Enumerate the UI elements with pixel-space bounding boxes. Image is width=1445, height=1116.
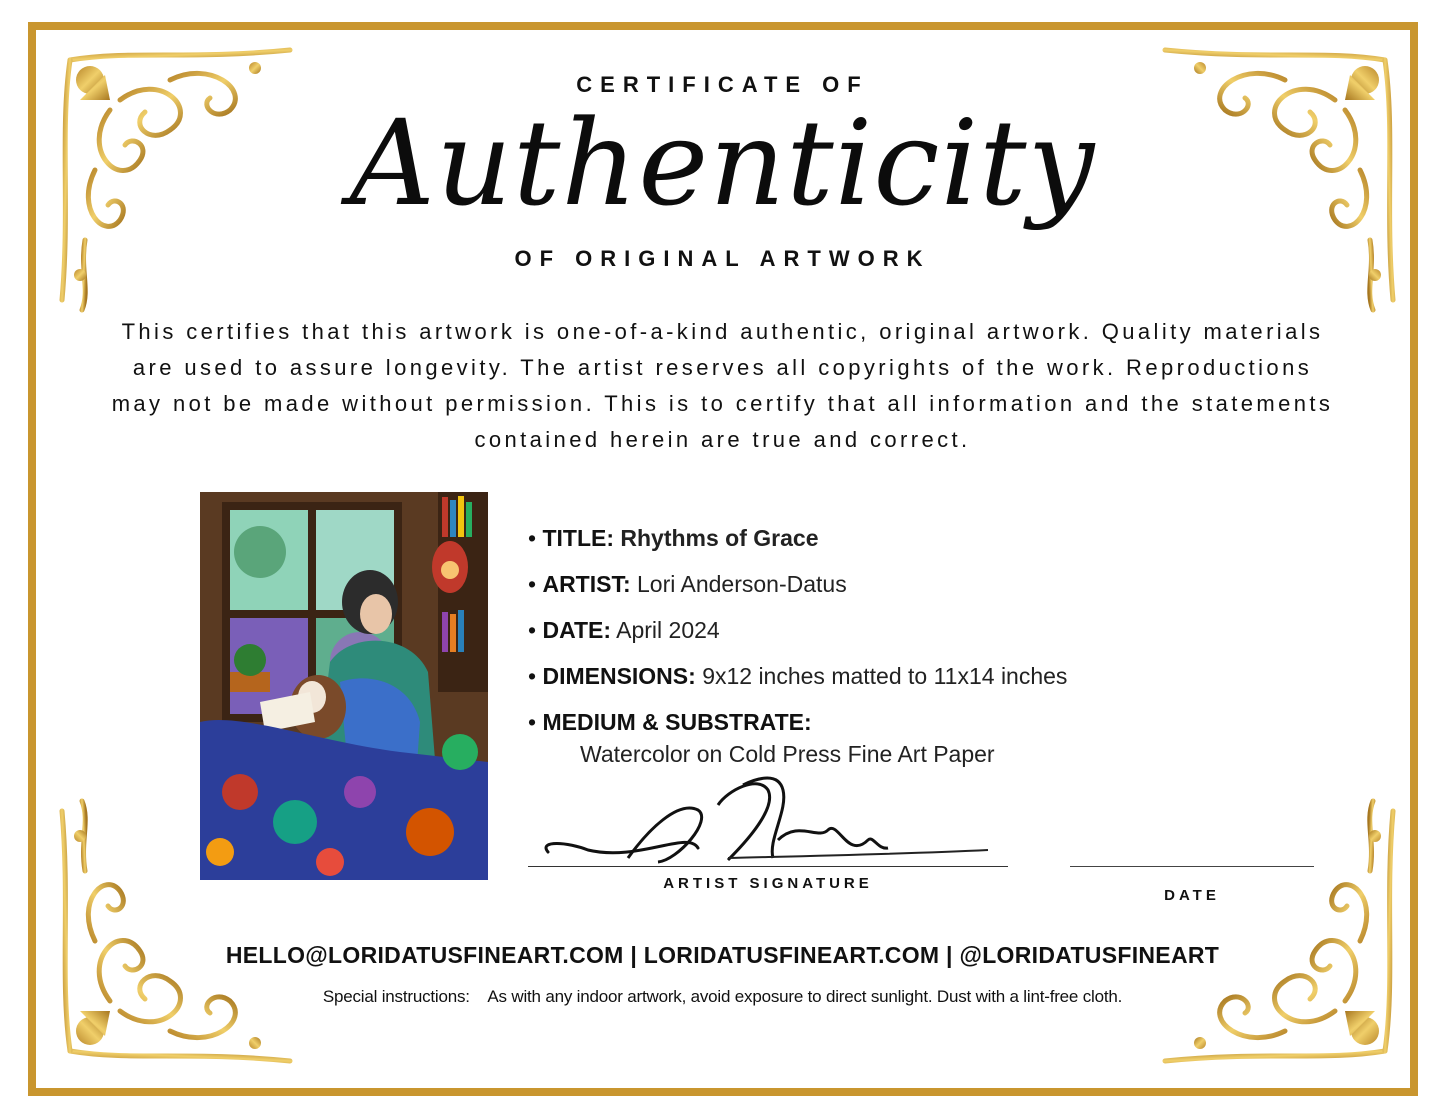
- detail-dimensions: [528, 658, 1228, 704]
- bullet: •: [528, 525, 537, 551]
- heading-authenticity: Authenticity: [349, 94, 1096, 232]
- artist-signature-line: [528, 866, 1008, 867]
- detail-artist-label: ARTIST:: [542, 571, 631, 597]
- special-instructions-label: Special instructions:: [322, 987, 470, 1006]
- contact-info: HELLO@LORIDATUSFINEART.COM | LORIDATUSFINEART.COM | @LORIDATUSFINEART: [225, 942, 1220, 968]
- bullet: •: [528, 709, 537, 735]
- detail-artist: [528, 566, 1228, 612]
- bullet: •: [528, 663, 537, 689]
- detail-artist-value: Lori Anderson-Datus: [637, 571, 847, 597]
- signature-scribble-icon: [528, 770, 1008, 870]
- detail-title: [528, 520, 1228, 566]
- corner-ornament-bottom-right: [1155, 791, 1405, 1071]
- detail-title-value: Rhythms of Grace: [620, 525, 819, 551]
- flourish-ornament-icon: [1155, 791, 1405, 1071]
- certification-statement: This certifies that this artwork is one-of-a-kind authentic, original artwork. Quality materials are used to assure longevity. The artist reserves all copyrights of the work. Reproductions may not be made without permission. This is to certify that all information and the statements contained herein are true and correct.: [111, 319, 1334, 452]
- artist-signature-label: ARTIST SIGNATURE: [663, 875, 873, 892]
- detail-date-value: April 2024: [616, 617, 720, 643]
- detail-medium-label: MEDIUM & SUBSTRATE:: [542, 709, 812, 735]
- date-signature-label: DATE: [1164, 887, 1220, 904]
- bullet: •: [528, 617, 537, 643]
- date-signature-line: [1070, 866, 1314, 867]
- detail-medium-value: Watercolor on Cold Press Fine Art Paper: [580, 741, 995, 767]
- artist-signature-block: [528, 770, 1008, 900]
- detail-title-label: TITLE:: [542, 525, 614, 551]
- detail-dimensions-value: 9x12 inches matted to 11x14 inches: [702, 663, 1068, 689]
- heading-original-artwork: OF ORIGINAL ARTWORK: [514, 246, 931, 271]
- detail-date: [528, 612, 1228, 658]
- artwork-image: [200, 492, 488, 880]
- detail-date-label: DATE:: [542, 617, 612, 643]
- special-instructions-text: As with any indoor artwork, avoid exposure to direct sunlight. Dust with a lint-free cloth.: [487, 987, 1123, 1006]
- detail-dimensions-label: DIMENSIONS:: [542, 663, 696, 689]
- heading-certificate-of: CERTIFICATE OF: [576, 72, 869, 97]
- artwork-details: [528, 520, 1228, 770]
- bullet: •: [528, 571, 537, 597]
- special-instructions: [0, 987, 1445, 1007]
- detail-medium: [528, 704, 1228, 738]
